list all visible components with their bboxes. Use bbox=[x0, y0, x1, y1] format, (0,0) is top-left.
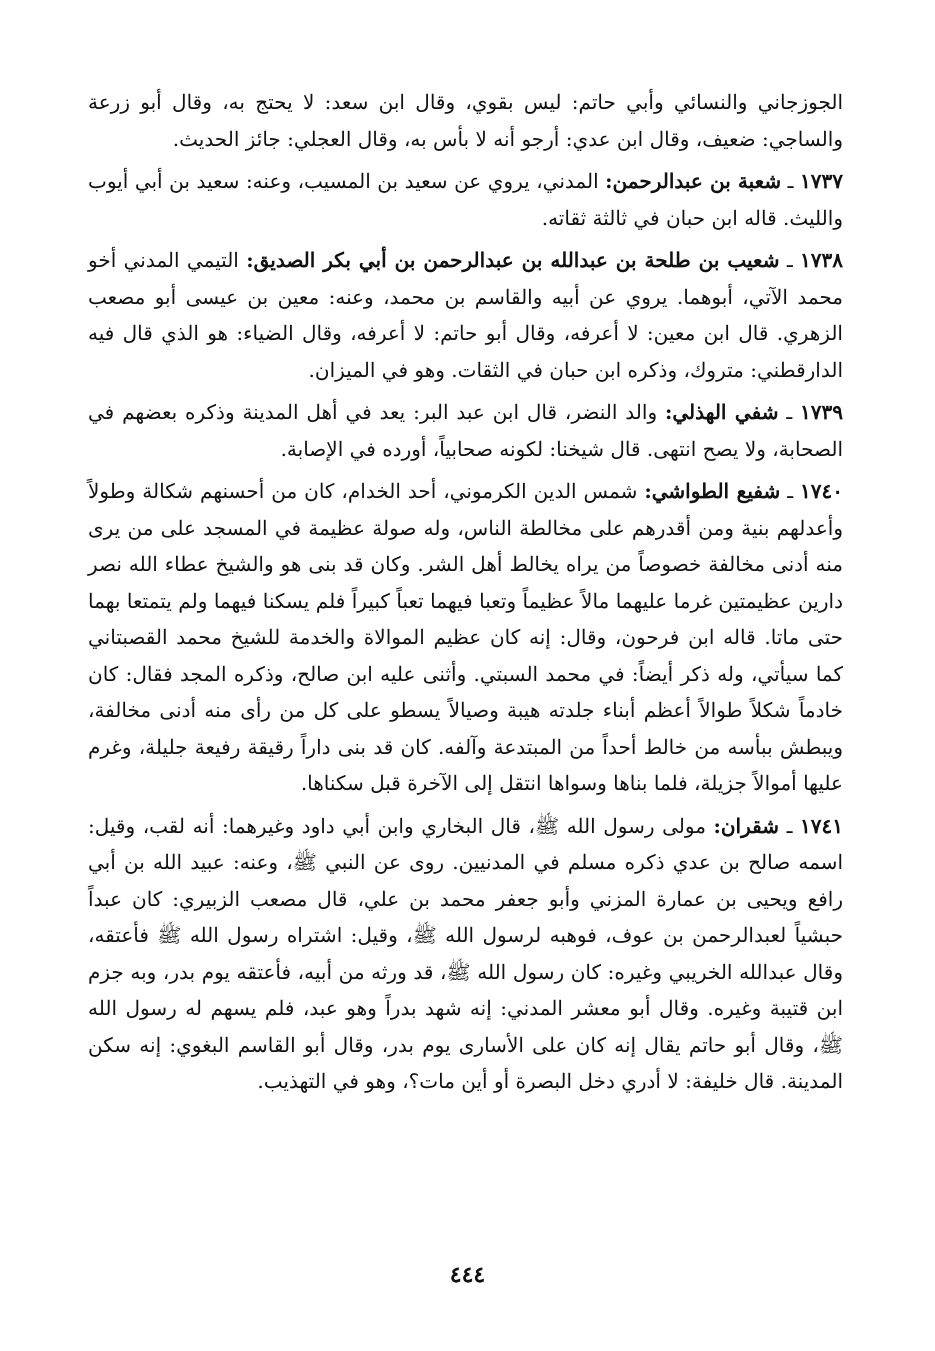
entry-number: ١٧٣٧ bbox=[800, 169, 843, 193]
entry-1740 bbox=[88, 473, 843, 802]
entry-1738 bbox=[88, 242, 843, 388]
entry-name: شعبة بن عبدالرحمن: bbox=[605, 169, 782, 193]
entry-name: شعيب بن طلحة بن عبدالله بن عبدالرحمن بن أبي بكر الصديق: bbox=[246, 248, 780, 272]
entry-text: مولى رسول الله ﷺ، قال البخاري وابن أبي داود وغيرهما: أنه لقب، وقيل: اسمه صالح بن عدي ذكره مسلم في المدنيين. روى عن النبي ﷺ، وعنه: عبيد الله بن أبي رافع ويحيى بن عمارة المزني وأبو جعفر محمد بن علي، قال مصعب الزبيري: كان عبداً حبشياً لعبدالرحمن بن عوف، فوهبه لرسول الله ﷺ، وقيل: اشتراه رسول الله ﷺ فأعتقه، وقال عبدالله الخريبي وغيره: كان رسول الله ﷺ، قد ورثه من أبيه، فأعتقه يوم بدر، وبه جزم ابن قتيبة وغيره. وقال أبو معشر المدني: إنه شهد بدراً وهو عبد، فلم يسهم له رسول الله ﷺ، وقال أبو حاتم يقال إنه كان على الأسارى يوم بدر، وقال أبو القاسم البغوي: إنه سكن المدينة. قال خليفة: لا أدري دخل البصرة أو أين مات؟، وهو في التهذيب. bbox=[88, 813, 843, 1093]
entry-text: المدني، يروي عن سعيد بن المسيب، وعنه: سعيد بن أبي أيوب والليث. قاله ابن حبان في ثالثة ثقاته. bbox=[88, 169, 843, 230]
entry-name: شفيع الطواشي: bbox=[644, 479, 781, 503]
entry-dash: ـ bbox=[779, 813, 801, 838]
entry-1741 bbox=[88, 808, 843, 1100]
page-number: ٤٤٤ bbox=[449, 1262, 486, 1288]
entry-1739 bbox=[88, 394, 843, 467]
page-body bbox=[88, 84, 843, 1106]
entry-dash: ـ bbox=[780, 479, 801, 503]
entry-dash: ـ bbox=[781, 169, 801, 193]
entry-dash: ـ bbox=[779, 248, 801, 272]
entry-name: شقران: bbox=[713, 813, 780, 838]
entry-number: ١٧٣٨ bbox=[800, 248, 843, 272]
entry-number: ١٧٣٩ bbox=[800, 400, 843, 424]
entry-1737 bbox=[88, 163, 843, 236]
entry-text: شمس الدين الكرموني، أحد الخدام، كان من أحسنهم شكالة وطولاً وأعدلهم بنية ومن أقدرهم على مخالطة الناس، وله صولة عظيمة في المسجد على من يرى منه أدنى مخالفة خصوصاً من يراه يخالط أهل الشر. وكان قد بنى هو والشيخ عطاء الله نصر دارين عظيمتين غرما عليهما مالاً عظيماً وتعبا فيهما تعباً كبيراً فلم يسكنا فيهما ولم يتمتعا بهما حتى ماتا. قاله ابن فرحون، وقال: إنه كان عظيم الموالاة والخدمة للشيخ محمد القصبتاني كما سيأتي، وله ذكر أيضاً: في محمد السبتي. وأثنى عليه ابن صالح، وذكره المجد فقال: كان خادماً شكلاً طوالاً أعظم أبناء جلدته هيبة وصيالاً يسطو على كل من رأى منه أدنى مخالفة، ويبطش ببأسه من خالط أحداً من المبتدعة وآلفه. كان قد بنى داراً رقيقة رفيعة جليلة، وغرم عليها أموالاً جزيلة، فلما بناها وسواها انتقل إلى الآخرة قبل سكناها. bbox=[88, 479, 843, 795]
entry-name: شفي الهذلي: bbox=[664, 400, 779, 424]
entry-number: ١٧٤١ bbox=[800, 813, 843, 838]
entry-dash: ـ bbox=[778, 400, 801, 424]
entry-text: والد النضر، قال ابن عبد البر: يعد في أهل المدينة وذكره بعضهم في الصحابة، ولا يصح انتهى. قال شيخنا: لكونه صحابياً، أورده في الإصابة. bbox=[88, 400, 843, 461]
entry-number: ١٧٤٠ bbox=[800, 479, 844, 503]
continuation-paragraph: الجوزجاني والنسائي وأبي حاتم: ليس بقوي، وقال ابن سعد: لا يحتج به، وقال أبو زرعة والساجي: ضعيف، وقال ابن عدي: أرجو أنه لا بأس به، وقال العجلي: جائز الحديث. bbox=[88, 90, 843, 151]
entry-text: التيمي المدني أخو محمد الآتي، أبوهما. يروي عن أبيه والقاسم بن محمد، وعنه: معين بن عيسى أبو مصعب الزهري. قال ابن معين: لا أعرفه، وقال أبو حاتم: لا أعرفه، وقال الضياء: هو الذي قال فيه الدارقطني: متروك، وذكره ابن حبان في الثقات. وهو في الميزان. bbox=[88, 248, 843, 382]
